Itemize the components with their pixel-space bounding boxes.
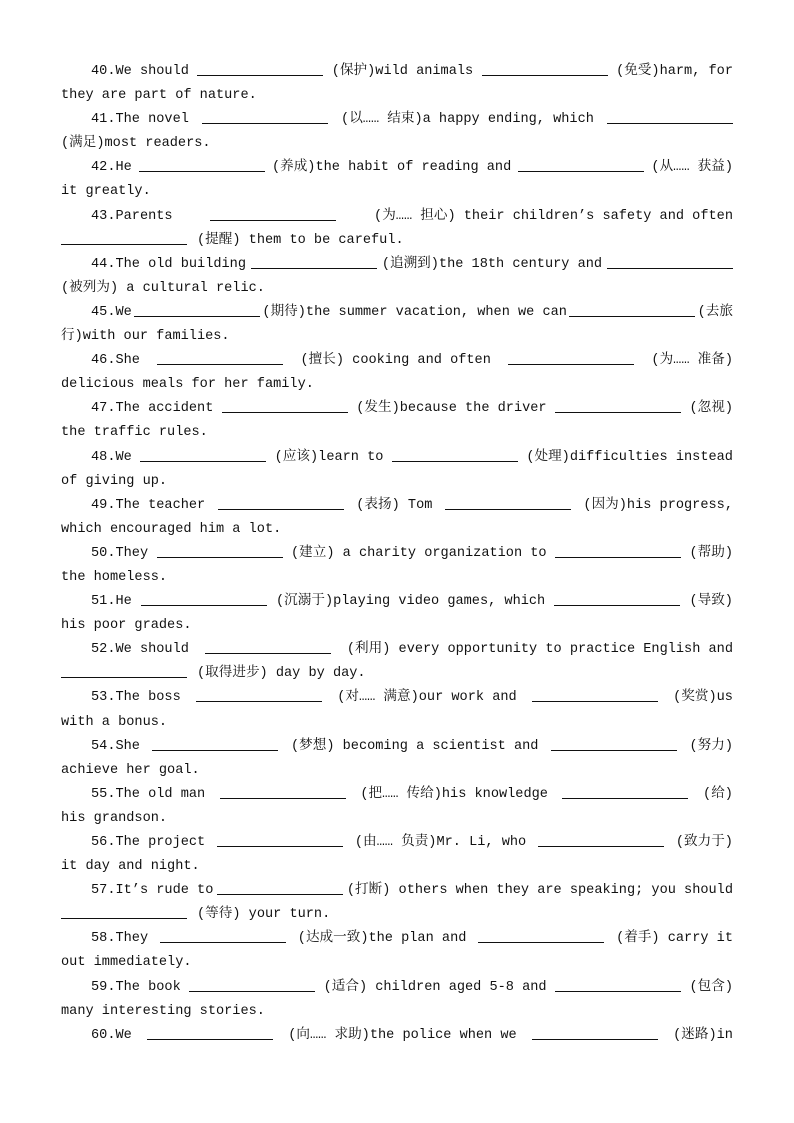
- exercise-line-first: [61, 301, 733, 325]
- exercise-text: 53.The boss: [91, 690, 181, 706]
- exercise-item: [61, 1024, 733, 1048]
- exercise-item: [61, 831, 733, 879]
- exercise-text: (取得进步) day by day.: [197, 666, 366, 682]
- exercise-line-continued: [61, 470, 733, 494]
- answer-blank[interactable]: [202, 122, 328, 124]
- exercise-line-continued: [61, 229, 733, 253]
- exercise-text: (为…… 准备): [651, 353, 733, 369]
- exercise-text: 51.He: [91, 594, 132, 610]
- exercise-text: 59.The book: [91, 979, 181, 995]
- exercise-text: with a bonus.: [61, 714, 168, 730]
- exercise-line-continued: [61, 614, 733, 638]
- exercise-line-first: [61, 976, 733, 1000]
- answer-blank[interactable]: [392, 460, 518, 462]
- exercise-text: 58.They: [91, 931, 149, 947]
- exercise-text: (利用) every opportunity to practice English and: [346, 642, 733, 658]
- exercise-item: [61, 638, 733, 686]
- answer-blank[interactable]: [562, 797, 688, 799]
- exercise-line-first: [61, 397, 733, 421]
- answer-blank[interactable]: [160, 941, 286, 943]
- exercise-item: [61, 397, 733, 445]
- exercise-item: [61, 205, 733, 253]
- exercise-text: 41.The novel: [91, 112, 189, 128]
- exercise-text: out immediately.: [61, 955, 192, 971]
- exercise-line-first: [61, 542, 733, 566]
- exercise-text: the homeless.: [61, 569, 168, 585]
- exercise-text: 60.We: [91, 1027, 132, 1043]
- exercise-line-continued: [61, 1000, 733, 1024]
- exercise-line-first: [61, 1024, 733, 1048]
- exercise-item: [61, 156, 733, 204]
- exercise-line-continued: [61, 807, 733, 831]
- answer-blank[interactable]: [139, 170, 265, 172]
- exercise-line-first: [61, 494, 733, 518]
- answer-blank[interactable]: [551, 749, 677, 751]
- exercise-item: [61, 542, 733, 590]
- exercise-line-continued: [61, 566, 733, 590]
- exercise-text: (着手) carry it: [616, 931, 733, 947]
- answer-blank[interactable]: [197, 74, 323, 76]
- answer-blank[interactable]: [147, 1038, 273, 1040]
- answer-blank[interactable]: [61, 243, 187, 245]
- exercise-item: [61, 927, 733, 975]
- answer-blank[interactable]: [218, 508, 344, 510]
- answer-blank[interactable]: [220, 797, 346, 799]
- exercise-text: many interesting stories.: [61, 1003, 265, 1019]
- exercise-text: (达成一致)the plan and: [297, 931, 467, 947]
- exercise-line-continued: [61, 518, 733, 542]
- exercise-text: 47.The accident: [91, 401, 214, 417]
- exercise-text: (梦想) becoming a scientist and: [290, 738, 539, 754]
- answer-blank[interactable]: [555, 411, 681, 413]
- exercise-list: [61, 60, 733, 1048]
- exercise-text: 43.Parents: [91, 208, 173, 224]
- answer-blank[interactable]: [217, 893, 343, 895]
- exercise-text: achieve her goal.: [61, 762, 200, 778]
- exercise-text: (提醒) them to be careful.: [197, 232, 404, 248]
- exercise-text: (因为)his progress,: [583, 497, 733, 513]
- answer-blank[interactable]: [217, 845, 343, 847]
- exercise-text: they are part of nature.: [61, 88, 257, 104]
- exercise-text: (发生)because the driver: [356, 401, 547, 417]
- exercise-item: [61, 976, 733, 1024]
- exercise-text: 48.We: [91, 449, 132, 465]
- exercise-text: 52.We should: [91, 642, 189, 658]
- answer-blank[interactable]: [518, 170, 644, 172]
- answer-blank[interactable]: [482, 74, 608, 76]
- exercise-text: (擅长) cooking and often: [300, 353, 491, 369]
- exercise-text: (被列为) a cultural relic.: [61, 280, 265, 296]
- exercise-line-first: [61, 783, 733, 807]
- exercise-text: (导致): [689, 594, 733, 610]
- exercise-line-continued: [61, 180, 733, 204]
- exercise-text: (迷路)in: [673, 1027, 733, 1043]
- answer-blank[interactable]: [152, 749, 278, 751]
- exercise-line-continued: [61, 325, 733, 349]
- exercise-item: [61, 349, 733, 397]
- answer-blank[interactable]: [555, 556, 681, 558]
- answer-blank[interactable]: [196, 700, 322, 702]
- answer-blank[interactable]: [61, 917, 187, 919]
- exercise-text: (保护)wild animals: [331, 64, 474, 79]
- answer-blank[interactable]: [554, 604, 680, 606]
- exercise-line-first: [61, 831, 733, 855]
- exercise-text: (表扬) Tom: [356, 497, 433, 513]
- exercise-text: (给): [703, 786, 733, 802]
- exercise-line-continued: [61, 373, 733, 397]
- exercise-text: which encouraged him a lot.: [61, 521, 282, 537]
- answer-blank[interactable]: [189, 990, 315, 992]
- exercise-line-first: [61, 879, 733, 903]
- exercise-text: 40.We should: [91, 64, 189, 79]
- exercise-text: of giving up.: [61, 473, 168, 489]
- exercise-line-continued: [61, 662, 733, 686]
- answer-blank[interactable]: [222, 411, 348, 413]
- exercise-line-continued: [61, 84, 733, 108]
- exercise-text: 46.She: [91, 353, 140, 369]
- exercise-text: (建立) a charity organization to: [290, 545, 547, 561]
- exercise-item: [61, 686, 733, 734]
- answer-blank[interactable]: [61, 676, 187, 678]
- exercise-line-first: [61, 638, 733, 662]
- exercise-text: it day and night.: [61, 859, 200, 875]
- exercise-line-first: [61, 590, 733, 614]
- exercise-line-continued: [61, 711, 733, 735]
- answer-blank[interactable]: [141, 604, 267, 606]
- exercise-text: (把…… 传给)his knowledge: [360, 786, 548, 802]
- exercise-text: 49.The teacher: [91, 497, 206, 513]
- exercise-line-continued: [61, 132, 733, 156]
- exercise-line-first: [61, 108, 733, 132]
- exercise-text: delicious meals for her family.: [61, 377, 314, 393]
- exercise-text: 44.The old building: [91, 256, 246, 272]
- exercise-item: [61, 590, 733, 638]
- answer-blank[interactable]: [569, 315, 695, 317]
- exercise-item: [61, 735, 733, 783]
- exercise-item: [61, 301, 733, 349]
- exercise-line-continued: [61, 855, 733, 879]
- exercise-text: his poor grades.: [61, 618, 192, 634]
- exercise-line-continued: [61, 277, 733, 301]
- exercise-item: [61, 446, 733, 494]
- exercise-text: (努力): [689, 738, 733, 754]
- exercise-text: (免受)harm, for: [616, 64, 733, 79]
- exercise-text: 45.We: [91, 304, 132, 320]
- exercise-text: (期待)the summer vacation, when we can: [262, 304, 567, 320]
- answer-blank[interactable]: [508, 363, 634, 365]
- answer-blank[interactable]: [607, 122, 733, 124]
- exercise-line-first: [61, 349, 733, 373]
- answer-blank[interactable]: [445, 508, 571, 510]
- exercise-text: 56.The project: [91, 835, 206, 850]
- answer-blank[interactable]: [478, 941, 604, 943]
- exercise-line-continued: [61, 421, 733, 445]
- exercise-line-first: [61, 60, 733, 84]
- exercise-text: 54.She: [91, 738, 140, 754]
- exercise-item: [61, 108, 733, 156]
- exercise-item: [61, 60, 733, 108]
- exercise-text: (以…… 结束)a happy ending, which: [341, 112, 594, 128]
- exercise-text: (沉溺于)playing video games, which: [276, 594, 546, 610]
- exercise-text: his grandson.: [61, 810, 168, 826]
- exercise-line-continued: [61, 903, 733, 927]
- answer-blank[interactable]: [134, 315, 260, 317]
- exercise-text: (等待) your turn.: [197, 907, 331, 923]
- exercise-text: 行)with our families.: [61, 329, 230, 345]
- exercise-line-continued: [61, 951, 733, 975]
- exercise-line-first: [61, 927, 733, 951]
- exercise-text: 57.It’s rude to: [91, 883, 214, 899]
- exercise-item: [61, 253, 733, 301]
- exercise-text: (包含): [689, 979, 733, 995]
- answer-blank[interactable]: [205, 652, 331, 654]
- answer-blank[interactable]: [532, 1038, 658, 1040]
- exercise-text: (致力于): [675, 835, 733, 850]
- exercise-text: (去旅: [697, 304, 733, 320]
- exercise-text: (从…… 获益): [651, 160, 733, 176]
- exercise-text: (处理)difficulties instead: [526, 449, 733, 465]
- exercise-text: the traffic rules.: [61, 425, 208, 441]
- answer-blank[interactable]: [251, 267, 377, 269]
- exercise-text: (奖赏)us: [673, 690, 733, 706]
- answer-blank[interactable]: [538, 845, 664, 847]
- exercise-line-first: [61, 735, 733, 759]
- answer-blank[interactable]: [607, 267, 733, 269]
- answer-blank[interactable]: [532, 700, 658, 702]
- exercise-line-first: [61, 446, 733, 470]
- answer-blank[interactable]: [157, 556, 283, 558]
- exercise-line-first: [61, 205, 733, 229]
- answer-blank[interactable]: [555, 990, 681, 992]
- exercise-text: (适合) children aged 5-8 and: [323, 979, 547, 995]
- exercise-text: 55.The old man: [91, 786, 206, 802]
- exercise-item: [61, 879, 733, 927]
- exercise-text: (忽视): [689, 401, 733, 417]
- exercise-text: 50.They: [91, 545, 149, 561]
- exercise-text: 42.He: [91, 160, 132, 176]
- exercise-text: (向…… 求助)the police when we: [288, 1027, 517, 1043]
- answer-blank[interactable]: [157, 363, 283, 365]
- exercise-item: [61, 783, 733, 831]
- exercise-line-first: [61, 253, 733, 277]
- exercise-text: (由…… 负责)Mr. Li, who: [354, 835, 527, 850]
- exercise-text: (满足)most readers.: [61, 136, 211, 152]
- answer-blank[interactable]: [140, 460, 266, 462]
- exercise-text: (帮助): [689, 545, 733, 561]
- exercise-text: (打断) others when they are speaking; you should: [346, 883, 733, 899]
- exercise-text: (养成)the habit of reading and: [271, 160, 512, 176]
- exercise-line-first: [61, 156, 733, 180]
- exercise-item: [61, 494, 733, 542]
- exercise-text: (为…… 担心) their children’s safety and often: [374, 208, 733, 224]
- answer-blank[interactable]: [210, 219, 336, 221]
- exercise-line-continued: [61, 759, 733, 783]
- exercise-text: (应该)learn to: [274, 449, 384, 465]
- exercise-text: (对…… 满意)our work and: [337, 690, 517, 706]
- exercise-text: it greatly.: [61, 184, 151, 200]
- exercise-text: (追溯到)the 18th century and: [381, 256, 603, 272]
- exercise-line-first: [61, 686, 733, 710]
